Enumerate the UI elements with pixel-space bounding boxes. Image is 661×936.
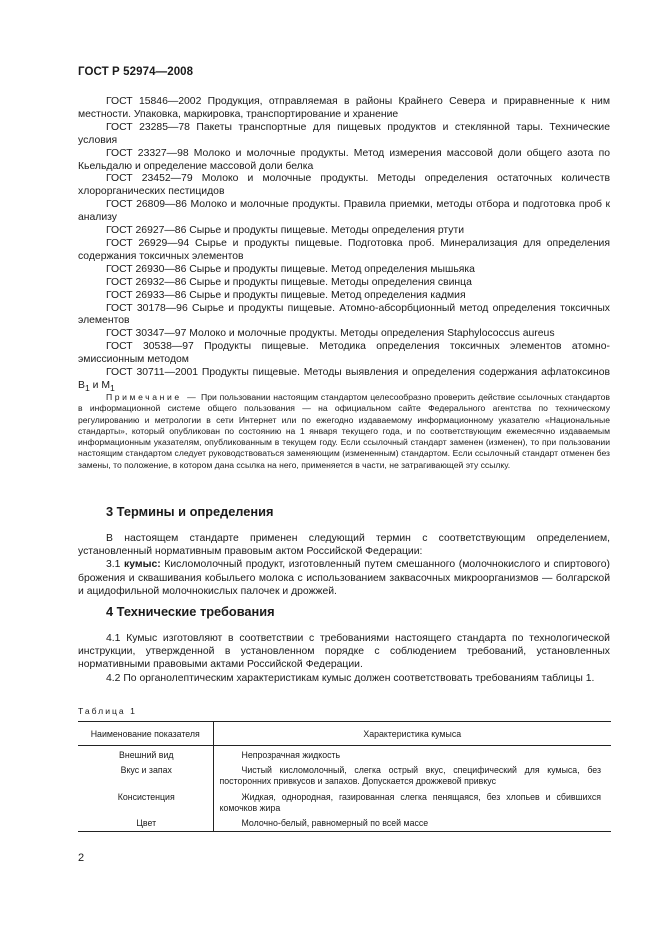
table-cell-indicator: Вкус и запах xyxy=(78,763,213,789)
page-header: ГОСТ Р 52974—2008 xyxy=(78,66,194,78)
reference-item xyxy=(78,328,610,341)
table-row xyxy=(78,790,611,816)
section-4-title: 4 Технические требования xyxy=(106,604,275,619)
section-3-body xyxy=(78,532,610,598)
table-caption: Таблица 1 xyxy=(78,706,137,716)
reference-text: ГОСТ 23327—98 Молоко и молочные продукты. Метод измерения массовой доли общего азота по Кьельдалю и определение массовой доли белка xyxy=(78,147,610,172)
section-3-title: 3 Термины и определения xyxy=(106,504,274,519)
table-header-row xyxy=(78,722,611,746)
term-definition xyxy=(78,558,610,598)
reference-text: ГОСТ 30347—97 Молоко и молочные продукты. Методы определения Staphylococcus aureus xyxy=(106,328,555,340)
reference-text: ГОСТ 26930—86 Сырье и продукты пищевые. Метод определения мышьяка xyxy=(106,263,475,275)
reference-item xyxy=(78,225,610,238)
reference-item xyxy=(78,148,610,174)
reference-text-main: ГОСТ 30711—2001 Продукты пищевые. Методы выявления и определения содержания афлатоксинов В xyxy=(78,367,610,391)
table-cell-characteristic: Жидкая, однородная, газированная слегка пенящаяся, без хлопьев и сбившихся комочков жира xyxy=(219,791,601,813)
term-definition-text: Кисломолочный продукт, изготовленный путем смешанного (молочнокислого и спиртового) брожения и сквашивания кобыльего молока с использованием заквасочных микроорганизмов — болгарской и ацидофильной молочнокислых палочек и дрожжей. xyxy=(78,559,610,597)
table-cell-characteristic: Молочно-белый, равномерный по всей массе xyxy=(213,816,611,832)
reference-text: ГОСТ 15846—2002 Продукция, отправляемая в районы Крайнего Севера и приравненные к ним местности. Упаковка, маркировка, транспортирование и хранение xyxy=(78,96,610,120)
table-cell-indicator: Цвет xyxy=(78,816,213,832)
requirements-table xyxy=(78,721,611,832)
reference-item xyxy=(78,367,610,395)
note-paragraph xyxy=(78,392,610,471)
reference-item xyxy=(78,290,610,303)
note-text: При пользовании настоящим стандартом целесообразно проверить действие ссылочных стандартов в информационной системе общего пользования — на официальном сайте Федерального агентства по техническому регулированию и метрологии в сети Интернет или по ежегодно издаваемому информационному указателю «Национальные стандарты», который опубликован по состоянию на 1 января текущего года, и по соответствующим ежемесячно издаваемым информационным указателям, опубликованным в текущем году. Если ссылочный стандарт заменен (изменен), то при пользовании настоящим стандартом следует руководствоваться заменяющим (измененным) стандартом. Если ссылочный стандарт отменен без замены, то положение, в котором дана ссылка на него, применяется в части, не затрагивающей эту ссылку. xyxy=(78,392,610,470)
table-row xyxy=(78,763,611,789)
table-cell-indicator: Внешний вид xyxy=(78,746,213,764)
reference-text: ГОСТ 23285—78 Пакеты транспортные для пищевых продуктов и стеклянной тары. Технические условия xyxy=(78,121,610,146)
reference-text: ГОСТ 26809—86 Молоко и молочные продукты. Правила приемки, методы отбора и подготовка проб к анализу xyxy=(78,199,610,224)
table-header-cell: Характеристика кумыса xyxy=(213,722,611,746)
reference-text: ГОСТ 26932—86 Сырье и продукты пищевые. Методы определения свинца xyxy=(106,276,472,288)
reference-item xyxy=(78,122,610,148)
term-number: 3.1 xyxy=(106,559,125,571)
reference-text: ГОСТ 30538—97 Продукты пищевые. Методика определения токсичных элементов атомно-эмиссионным методом xyxy=(78,341,610,366)
subscript: 1 xyxy=(84,383,90,394)
reference-item xyxy=(78,277,610,290)
reference-text: ГОСТ 26933—86 Сырье и продукты пищевые. Метод определения кадмия xyxy=(106,289,466,301)
table-row xyxy=(78,746,611,764)
table-cell-indicator: Консистенция xyxy=(78,790,213,816)
subscript: 1 xyxy=(110,383,115,394)
table-cell-characteristic: Чистый кисломолочный, слегка острый вкус, специфический для кумыса, без посторонних привкусов и запахов. Допускается дрожжевой привкус xyxy=(219,765,601,787)
reference-item xyxy=(78,341,610,367)
references-list xyxy=(78,96,610,395)
reference-text: ГОСТ 26929—94 Сырье и продукты пищевые. Подготовка проб. Минерализация для определения содержания токсичных элементов xyxy=(78,237,610,262)
reference-item xyxy=(78,303,610,329)
table-header-cell: Наименование показателя xyxy=(78,722,213,746)
reference-text-mid: и М xyxy=(89,379,110,391)
note-block xyxy=(78,392,610,471)
section-3-intro: В настоящем стандарте применен следующий термин с соответствующим определением, установленный нормативным правовым актом Российской Федерации: xyxy=(78,533,610,558)
section-4-paragraph-2: 4.2 По органолептическим характеристикам кумыс должен соответствовать требованиям таблицы 1. xyxy=(106,672,595,684)
section-4-paragraph-1: 4.1 Кумыс изготовляют в соответствии с требованиями настоящего стандарта по технологической инструкции, утвержденной в установленном порядке с соблюдением требований, установленных нормативными правовыми актами Российской Федерации. xyxy=(78,633,610,671)
table-cell-characteristic: Непрозрачная жидкость xyxy=(241,750,341,760)
note-lead: Примечание — xyxy=(106,392,199,402)
reference-item xyxy=(78,238,610,264)
section-4-body xyxy=(78,632,610,685)
table-row xyxy=(78,816,611,832)
page-number: 2 xyxy=(78,852,85,864)
reference-item xyxy=(78,264,610,277)
reference-item xyxy=(78,199,610,225)
reference-text: ГОСТ 30178—96 Сырье и продукты пищевые. Атомно-абсорбционный метод определения токсичных элементов xyxy=(78,302,610,327)
term: кумыс: xyxy=(124,559,161,571)
reference-text xyxy=(78,367,610,395)
reference-text: ГОСТ 23452—79 Молоко и молочные продукты. Методы определения остаточных количеств хлорорганических пестицидов xyxy=(78,173,610,198)
reference-item xyxy=(78,173,610,199)
reference-item xyxy=(78,96,610,122)
reference-text: ГОСТ 26927—86 Сырье и продукты пищевые. Методы определения ртути xyxy=(106,225,465,237)
